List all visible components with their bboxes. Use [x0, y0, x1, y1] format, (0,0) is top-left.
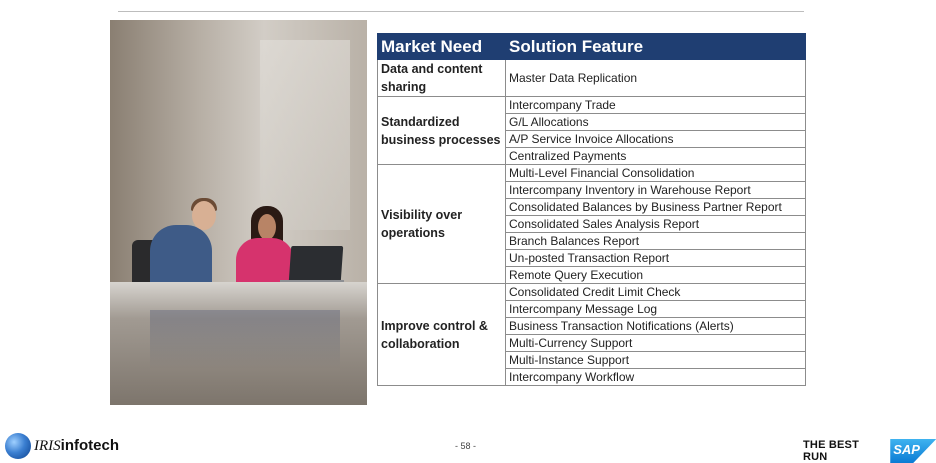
- feature-cell: Multi-Instance Support: [506, 352, 806, 369]
- market-need-table: [377, 33, 806, 386]
- feature-cell: Consolidated Credit Limit Check: [506, 284, 806, 301]
- table-row: [378, 284, 806, 301]
- feature-cell: Consolidated Balances by Business Partner Report: [506, 199, 806, 216]
- feature-cell: Remote Query Execution: [506, 267, 806, 284]
- feature-cell: Multi-Level Financial Consolidation: [506, 165, 806, 182]
- market-need-cell: Data and content sharing: [378, 60, 506, 97]
- market-need-cell: Visibility over operations: [378, 165, 506, 284]
- table-row: [378, 60, 806, 97]
- header-market-need: Market Need: [378, 34, 506, 60]
- globe-icon: [5, 433, 31, 459]
- feature-cell: Business Transaction Notifications (Alerts): [506, 318, 806, 335]
- iris-infotech-logo: [5, 433, 119, 459]
- feature-cell: Un-posted Transaction Report: [506, 250, 806, 267]
- market-need-cell: Standardized business processes: [378, 97, 506, 165]
- logo-infotech-text: infotech: [60, 437, 119, 454]
- sap-branding: [803, 439, 936, 463]
- market-need-cell: Improve control & collaboration: [378, 284, 506, 386]
- feature-cell: Multi-Currency Support: [506, 335, 806, 352]
- table-row: [378, 97, 806, 114]
- office-photo: [110, 20, 367, 405]
- sap-logo: [890, 439, 936, 463]
- logo-iris-text: IRIS: [34, 438, 61, 454]
- header-solution-feature: Solution Feature: [506, 34, 806, 60]
- top-divider: [118, 11, 804, 12]
- feature-cell: Consolidated Sales Analysis Report: [506, 216, 806, 233]
- feature-cell: Master Data Replication: [506, 60, 806, 97]
- feature-cell: G/L Allocations: [506, 114, 806, 131]
- page-number: - 58 -: [455, 441, 477, 451]
- feature-cell: Branch Balances Report: [506, 233, 806, 250]
- tagline: THE BEST RUN: [803, 439, 859, 463]
- sap-logo-text: SAP: [893, 442, 920, 457]
- feature-cell: Intercompany Message Log: [506, 301, 806, 318]
- feature-cell: A/P Service Invoice Allocations: [506, 131, 806, 148]
- feature-cell: Intercompany Workflow: [506, 369, 806, 386]
- table-row: [378, 165, 806, 182]
- feature-cell: Intercompany Trade: [506, 97, 806, 114]
- feature-cell: Intercompany Inventory in Warehouse Report: [506, 182, 806, 199]
- feature-cell: Centralized Payments: [506, 148, 806, 165]
- table-header-row: [378, 34, 806, 60]
